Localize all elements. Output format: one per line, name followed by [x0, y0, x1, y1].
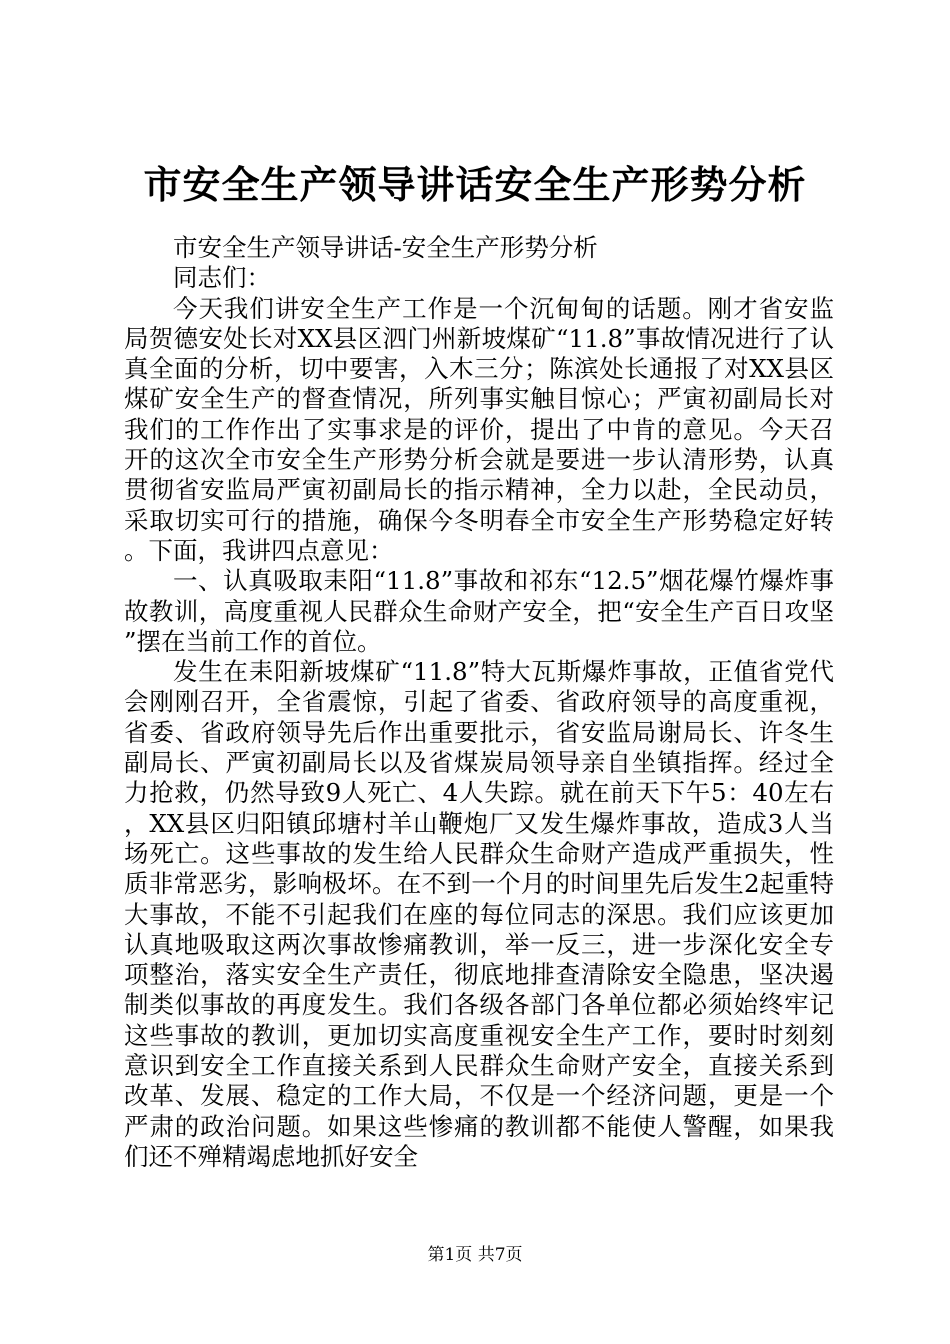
- document-body: [124, 233, 834, 1172]
- page-number-footer: 第1页 共7页: [427, 1245, 523, 1265]
- section-heading: 一、认真吸取耒阳“11.8”事故和祁东“12.5”烟花爆竹爆炸事故教训，高度重视人民群众生命财产安全，把“安全生产百日攻坚”摆在当前工作的首位。: [124, 566, 834, 656]
- subtitle-line: 市安全生产领导讲话-安全生产形势分析: [173, 233, 598, 262]
- salutation: 同志们：: [173, 263, 271, 293]
- paragraph: 发生在耒阳新坡煤矿“11.8”特大瓦斯爆炸事故，正值省党代会刚刚召开，全省震惊，引起了省委、省政府领导的高度重视，省委、省政府领导先后作出重要批示，省安监局谢局长、许冬生副局长、严寅初副局长以及省煤炭局领导亲自坐镇指挥。经过全力抢救，仍然导致9人死亡、4人失踪。就在前天下午5：40左右，XX县区归阳镇邱塘村羊山鞭炮厂又发生爆炸事故，造成3人当场死亡。这些事故的发生给人民群众生命财产造成严重损失，性质非常恶劣，影响极坏。在不到一个月的时间里先后发生2起重特大事故，不能不引起我们在座的每位同志的深思。我们应该更加认真地吸取这两次事故惨痛教训，举一反三，进一步深化安全专项整治，落实安全生产责任，彻底地排查清除安全隐患，坚决遏制类似事故的再度发生。我们各级各部门各单位都必须始终牢记这些事故的教训，更加切实高度重视安全生产工作，要时时刻刻意识到安全工作直接关系到人民群众生命财产安全，直接关系到改革、发展、稳定的工作大局，不仅是一个经济问题，更是一个严肃的政治问题。如果这些惨痛的教训都不能使人警醒，如果我们还不殚精竭虑地抓好安全: [124, 657, 834, 1171]
- paragraph: 今天我们讲安全生产工作是一个沉甸甸的话题。刚才省安监局贺德安处长对XX县区泗门州新坡煤矿“11.8”事故情况进行了认真全面的分析，切中要害，入木三分；陈滨处长通报了对XX县区煤矿安全生产的督查情况，所列事实触目惊心；严寅初副局长对我们的工作作出了实事求是的评价，提出了中肯的意见。今天召开的这次全市安全生产形势分析会就是要进一步认清形势，认真贯彻省安监局严寅初副局长的指示精神，全力以赴，全民动员，采取切实可行的措施，确保今冬明春全市安全生产形势稳定好转。下面，我讲四点意见：: [124, 293, 834, 565]
- document-title: 市安全生产领导讲话安全生产形势分析: [143, 162, 807, 207]
